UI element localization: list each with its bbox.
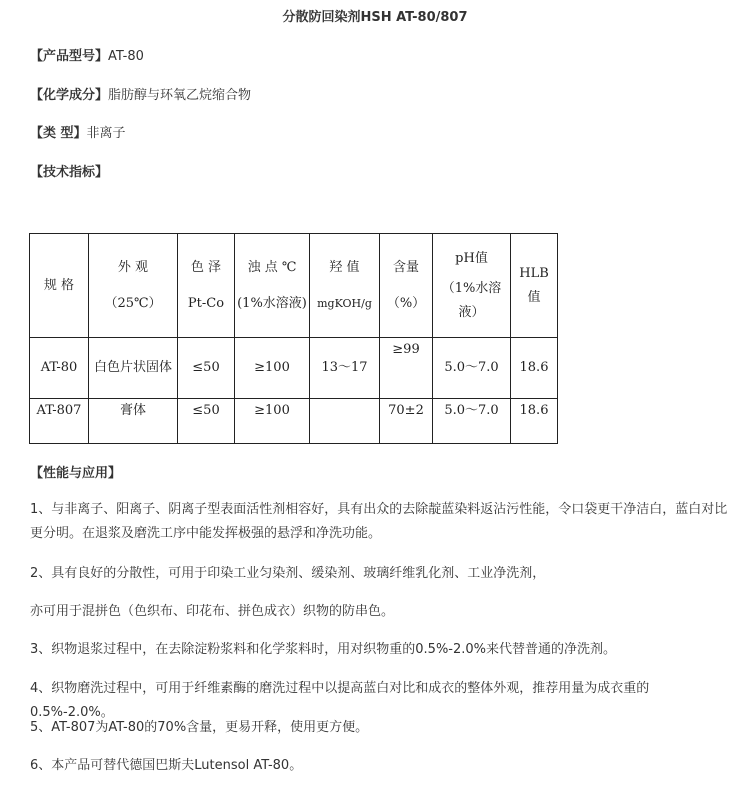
product-model-field — [30, 45, 144, 64]
cell-spec: AT-80 — [30, 338, 89, 399]
cell-color: ≤50 — [178, 399, 235, 444]
field-value: 非离子 — [86, 126, 126, 141]
field-label: 【化学成分】 — [30, 88, 109, 103]
paragraph-4: 4、织物磨洗过程中，可用于纤维素酶的磨洗过程中以提高蓝白对比和成衣的整体外观，推荐用量为成衣重的0.5%-2.0%。 — [30, 681, 650, 720]
cell-ph: 5.0～7.0 — [433, 338, 511, 399]
cell-hydroxyl — [310, 399, 380, 444]
cell-hlb: 18.6 — [511, 399, 558, 444]
header-cell-color: 色 泽 Pt-Co — [178, 234, 235, 338]
paragraph-1: 1、与非离子、阳离子、阴离子型表面活性剂相容好，具有出众的去除靛蓝染料返沾污性能，令口袋更干净洁白，蓝白对比更分明。在退浆及磨洗工序中能发挥极强的悬浮和净洗功能。 — [30, 502, 728, 541]
header-cell-hlb: HLB值 — [511, 234, 558, 338]
paragraph-3: 3、织物退浆过程中，在去除淀粉浆料和化学浆料时，用对织物重的0.5%-2.0%来代替普通的净洗剂。 — [30, 642, 617, 657]
header-cell-hydroxyl: 羟 值 mgKOH/g — [310, 234, 380, 338]
chemical-composition-field — [30, 84, 251, 103]
paragraph-5: 5、AT-807为AT-80的70%含量，更易开释，使用更方便。 — [30, 720, 369, 735]
spec-table — [29, 233, 558, 444]
field-value: AT-80 — [108, 49, 144, 64]
table-row — [30, 399, 558, 444]
paragraph-2-continued: 亦可用于混拼色（色织布、印花布、拼色成衣）织物的防串色。 — [30, 604, 395, 619]
table-row — [30, 338, 558, 399]
type-field — [30, 122, 126, 141]
field-label: 【产品型号】 — [30, 49, 109, 64]
cell-ph: 5.0～7.0 — [433, 399, 511, 444]
field-value: 脂肪醇与环氧乙烷缩合物 — [108, 88, 252, 103]
cell-content: ≥99 — [380, 338, 433, 399]
cell-cloud-point: ≥100 — [235, 399, 310, 444]
field-label: 【技术指标】 — [30, 165, 109, 180]
table-header-row — [30, 234, 558, 338]
cell-color: ≤50 — [178, 338, 235, 399]
header-cell-appearance: 外 观 （25℃） — [89, 234, 178, 338]
paragraph-6: 6、本产品可替代德国巴斯夫Lutensol AT-80。 — [30, 758, 303, 773]
header-cell-content: 含量 （%） — [380, 234, 433, 338]
page-title: 分散防回染剂HSH AT-80/807 — [282, 10, 468, 25]
field-label: 【类 型】 — [30, 126, 87, 141]
performance-heading: 【性能与应用】 — [30, 466, 122, 481]
cell-appearance: 白色片状固体 — [89, 338, 178, 399]
header-cell-spec: 规 格 — [30, 234, 89, 338]
tech-specs-heading — [30, 161, 108, 180]
paragraph-2: 2、具有良好的分散性，可用于印染工业匀染剂、缓染剂、玻璃纤维乳化剂、工业净洗剂， — [30, 566, 546, 581]
cell-content: 70±2 — [380, 399, 433, 444]
cell-appearance: 膏体 — [89, 399, 178, 444]
cell-hlb: 18.6 — [511, 338, 558, 399]
cell-hydroxyl: 13～17 — [310, 338, 380, 399]
cell-spec: AT-807 — [30, 399, 89, 444]
header-cell-ph: pH值 （1%水溶 液） — [433, 234, 511, 338]
header-cell-cloud-point: 浊 点 ℃ (1%水溶液) — [235, 234, 310, 338]
cell-cloud-point: ≥100 — [235, 338, 310, 399]
